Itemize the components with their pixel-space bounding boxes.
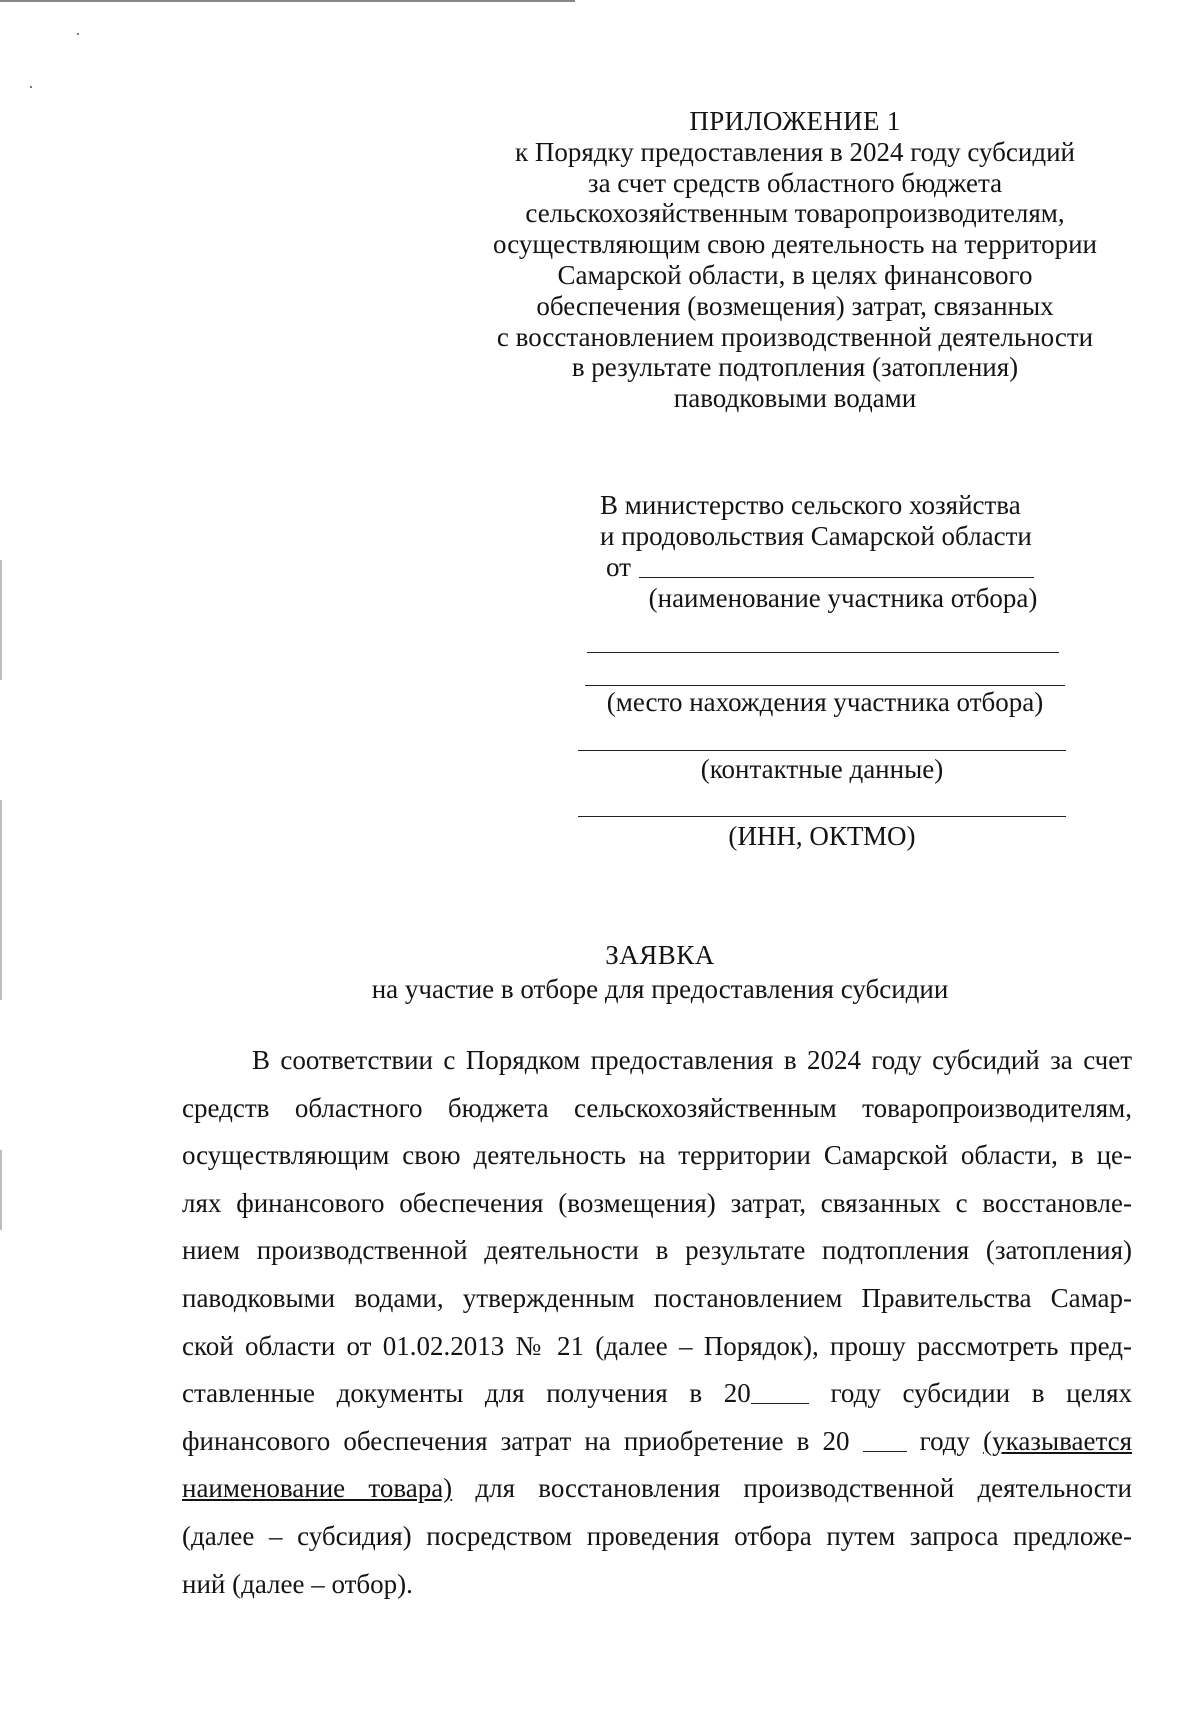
paragraph-line: лях финансового обеспечения (возмещения) затрат, связанных с восстановле- — [182, 1187, 1132, 1218]
paragraph-line: В соответствии с Порядком предоставления в 2024 году субсидий за счет — [252, 1045, 1132, 1075]
paragraph-line — [182, 1370, 1132, 1418]
from-field[interactable] — [606, 552, 1034, 583]
scan-edge-mark — [0, 560, 2, 680]
appendix-line: с восстановлением производственной деятельности — [496, 321, 1094, 352]
from-blank-line[interactable] — [639, 577, 1034, 578]
paragraph-text: году субсидии в целях — [830, 1378, 1133, 1409]
appendix-line: к Порядку предоставления в 2024 году субсидий — [515, 136, 1075, 167]
caption-tax-ids: (ИНН, ОКТМО) — [728, 821, 916, 851]
product-name-hint: наименование товара) — [182, 1473, 453, 1504]
purchase-year-blank-line[interactable] — [863, 1451, 907, 1452]
appendix-title: ПРИЛОЖЕНИЕ 1 — [689, 106, 901, 136]
paragraph-text: финансового обеспечения затрат на приобретение в 20 — [182, 1425, 850, 1456]
participant-name-blank-line[interactable] — [587, 652, 1059, 653]
appendix-line: в результате подтопления (затопления) — [571, 352, 1019, 383]
scan-speck — [77, 33, 79, 35]
paragraph-text: году — [919, 1425, 971, 1456]
appendix-line: обеспечения (возмещения) затрат, связанных — [536, 290, 1054, 321]
paragraph-text: ставленные документы для получения в 20 — [182, 1378, 751, 1409]
paragraph-line: осуществляющим свою деятельность на территории Самарской области, в це- — [182, 1140, 1132, 1171]
paragraph-line: ний (далее – отбор). — [182, 1568, 413, 1599]
paragraph-line — [182, 1465, 1132, 1513]
application-title: ЗАЯВКА — [605, 940, 715, 970]
appendix-header — [455, 106, 1135, 414]
contacts-blank-line[interactable] — [578, 750, 1066, 751]
appendix-line: сельскохозяйственным товаропроизводителям, — [525, 198, 1065, 229]
paragraph-line: нием производственной деятельности в результате подтопления (затопления) — [182, 1235, 1132, 1266]
application-subtitle: на участие в отборе для предоставления субсидии — [371, 974, 949, 1004]
appendix-line: за счет средств областного бюджета — [587, 167, 1003, 198]
paragraph-text: для восстановления производственной деятельности — [475, 1473, 1133, 1504]
scan-speck — [30, 86, 32, 88]
scan-edge-line — [0, 0, 575, 2]
from-label: от — [606, 552, 631, 582]
addressee-ministry-line: и продовольствия Самарской области — [600, 521, 1032, 551]
participant-location-blank-line[interactable] — [585, 685, 1065, 686]
application-body — [182, 1037, 1132, 1608]
caption-participant-location: (место нахождения участника отбора) — [606, 687, 1044, 717]
appendix-line: паводковыми водами — [673, 383, 917, 414]
year-blank-line[interactable] — [751, 1403, 809, 1404]
scan-edge-mark — [0, 1150, 2, 1230]
appendix-line: осуществляющим свою деятельность на территории — [493, 229, 1097, 260]
caption-participant-name: (наименование участника отбора) — [648, 583, 1038, 613]
addressee-block — [570, 490, 1070, 582]
appendix-line: Самарской области, в целях финансового — [557, 259, 1033, 290]
tax-id-blank-line[interactable] — [578, 816, 1066, 817]
caption-contacts: (контактные данные) — [700, 754, 944, 784]
product-name-hint: (указывается — [983, 1425, 1133, 1456]
addressee-ministry-line: В министерство сельского хозяйства — [600, 490, 1021, 520]
paragraph-line — [182, 1418, 1132, 1466]
paragraph-line: ской области от 01.02.2013 № 21 (далее – Порядок), прошу рассмотреть пред- — [182, 1330, 1132, 1361]
paragraph-line: (далее – субсидия) посредством проведения отбора путем запроса предложе- — [182, 1520, 1132, 1551]
paragraph-line: средств областного бюджета сельскохозяйственным товаропроизводителям, — [182, 1092, 1132, 1123]
paragraph-line: паводковыми водами, утвержденным постановлением Правительства Самар- — [182, 1282, 1132, 1313]
